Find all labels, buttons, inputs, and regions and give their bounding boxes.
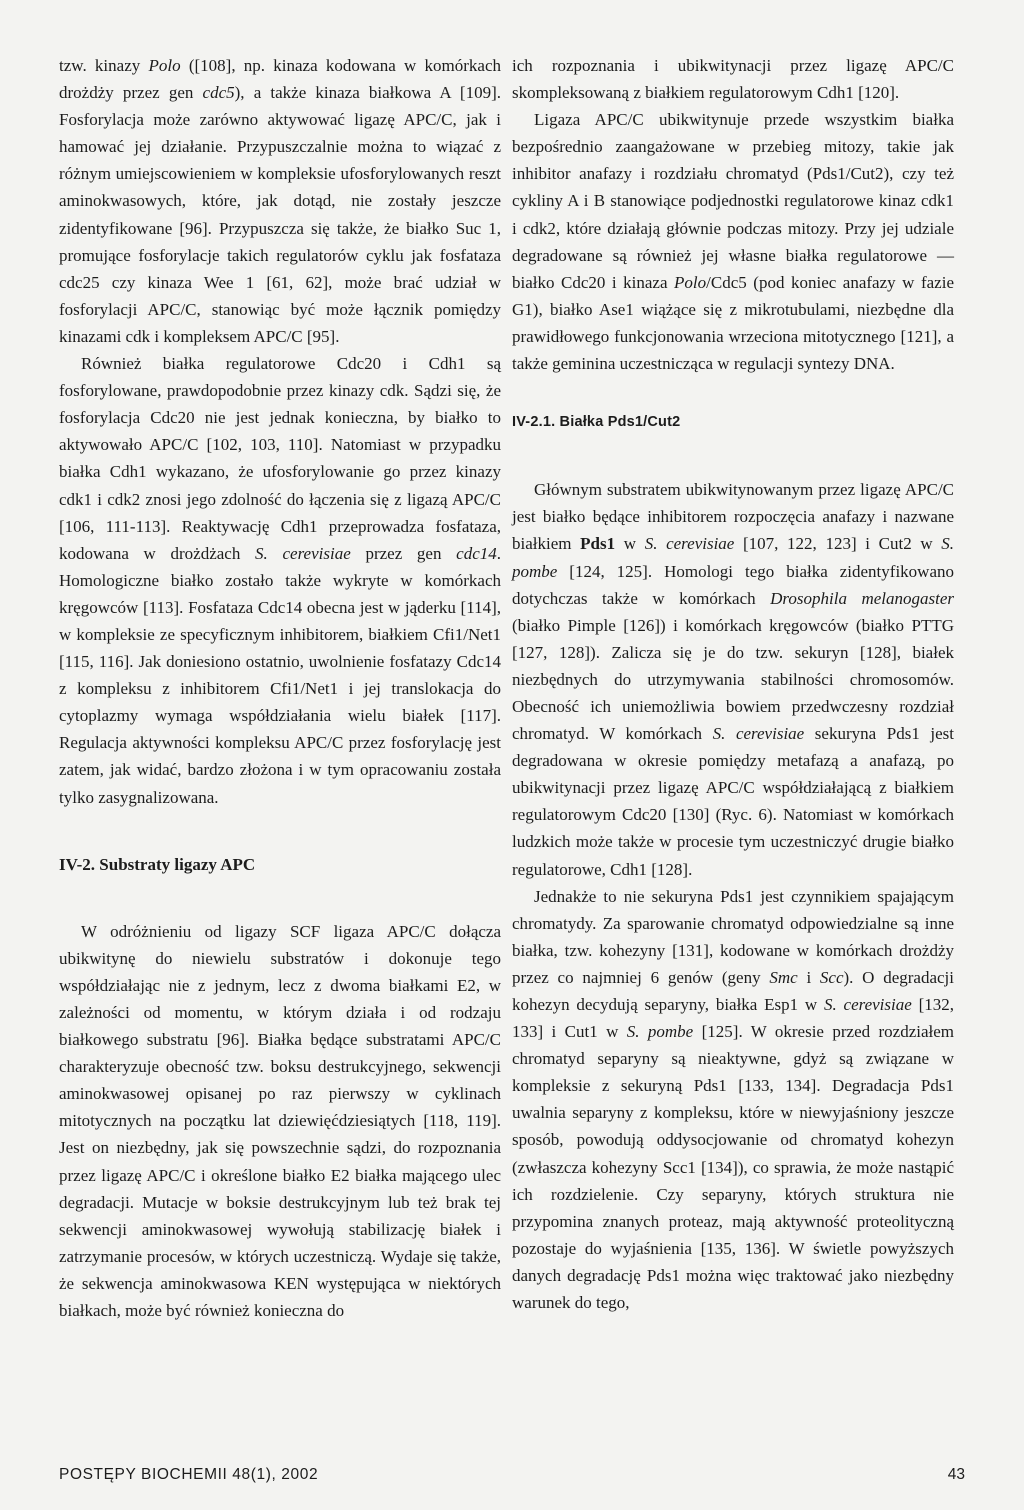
paragraph: Również białka regulatorowe Cdc20 i Cdh1 są fosforylowane, prawdopodobnie przez kinazy cdk. Sądzi się, że fosforylacja Cdc20 nie jest jednak konieczna, by białko to aktywowało APC/C [102, 103, 110]. Natomiast w przypadku białka Cdh1 wykazano, że ufosforylowanie go przez kinazy cdk1 i cdk2 znosi jego zdolność do łączenia się z ligazą APC/C [106, 111-113]. Reaktywację Cdh1 przeprowadza fosfataza, kodowana w drożdżach S. cerevisiae przez gen cdc14. Homologiczne białko zostało także wykryte w komórkach kręgowców [113]. Fosfataza Cdc14 obecna jest w jąderku [114], w kompleksie ze specyficznym inhibitorem, białkiem Cfi1/Net1 [115, 116]. Jak doniesiono ostatnio, uwolnienie fosfatazy Cdc14 z kompleksu z inhibitorem Cfi1/Net1 i jej translokacja do cytoplazmy wymaga współdziałania wielu białek [117]. Regulacja aktywności kompleksu APC/C przez fosforylację jest zatem, jak widać, bardzo złożona i w tym opracowaniu została tylko zasygnalizowana. [59, 354, 502, 807]
paragraph: Głównym substratem ubikwitynowanym przez ligazę APC/C jest białko będące inhibitorem rozpoczęcia anafazy i nazwane białkiem Pds1 w S. cerevisiae [107, 122, 123] i Cut2 w S. pombe [124, 125]. Homologi tego białka zidentyfikowano dotychczas także w komórkach Drosophila melanogaster (białko Pimple [126]) i komórkach kręgowców (białko PTTG [127, 128]). Zalicza się je do tzw. sekuryn [128], białek niezbędnych do utrzymywania stabilności chromosomów. Obecność ich uniemożliwia bowiem przedwczesny rozdział chromatyd. W komórkach S. cerevisiae sekuryna Pds1 jest degradowana w okresie pomiędzy metafazą a anafazą, po ubikwitynacji przez ligazę APC/C współdziałającą z białkiem regulatorowym Cdc20 [130] (Ryc. 6). Natomiast w komórkach ludzkich może także w procesie tym uczestniczyć drugie białko regulatorowe, Cdh1 [128]. [512, 480, 955, 879]
paragraph: Jednakże to nie sekuryna Pds1 jest czynnikiem spajającym chromatydy. Za sparowanie chromatyd odpowiedzialne są inne białka, tzw. kohezyny [131], kodowane w komórkach drożdży przez co najmniej 6 genów (geny Smc i Scc). O degradacji kohezyn decydują separyny, białka Esp1 w S. cerevisiae [132, 133] i Cut1 w S. pombe [125]. W okresie przed rozdziałem chromatyd separyny są nieaktywne, gdyż są związane w kompleksie z sekuryną Pds1 [133, 134]. Degradacja Pds1 uwalnia separyny z kompleksu, które w niewyjaśniony jeszcze sposób, powodują oddysocjowanie od chromatyd kohezyn (zwłaszcza kohezyny Scc1 [134]), co sprawia, że może nastąpić ich rozdzielenie. Czy separyny, których struktura nie przypomina znanych proteaz, mają aktywność proteolityczną pozostaje do wyjaśnienia [135, 136]. W świetle powyższych danych degradację Pds1 można więc traktować jako niezbędny warunek do tego, [512, 886, 955, 1313]
page-number: 43 [947, 1466, 965, 1483]
right-column [512, 52, 954, 1316]
subsection-heading: IV-2.1. Białka Pds1/Cut2 [512, 414, 681, 431]
paragraph: tzw. kinazy Polo ([108], np. kinaza kodowana w komórkach drożdży przez gen cdc5), a także kinaza białkowa A [109]. Fosforylacja może zarówno aktywować ligazę APC/C, jak i hamować jej działanie. Przypuszczalnie można to wiązać z różnym umiejscowieniem w kompleksie ufosforylowanych reszt aminokwasowych, które, jak dotąd, nie zostały jeszcze zidentyfikowane [96]. Przypuszcza się także, że białko Suc 1, promujące fosforylacje takich regulatorów cyklu jak fosfataza cdc25 czy kinaza Wee 1 [61, 62], może brać udział w fosforylacji APC/C, stanowiąc być może łącznik pomiędzy kinazami cdk i kompleksem APC/C [95]. [59, 56, 501, 346]
paragraph: Ligaza APC/C ubikwitynuje przede wszystkim białka bezpośrednio zaangażowane w przebieg mitozy, takie jak inhibitor anafazy i rozdziału chromatyd (Pds1/Cut2), czy też cykliny A i B stanowiące podjednostki regulatorowe kinaz cdk1 i cdk2, które działają głównie podczas mitozy. Przy jej udziale degradowane są również jej własne białka regulatorowe — białko Cdc20 i kinaza Polo/Cdc5 (pod koniec anafazy w fazie G1), białko Ase1 wiążące się z mikrotubulami, niezbędne dla prawidłowego funkcjonowania wrzeciona mitotycznego [121], a także geminina uczestnicząca w regulacji syntezy DNA. [512, 110, 954, 374]
left-column [59, 52, 501, 1324]
paragraph: W odróżnieniu od ligazy SCF ligaza APC/C dołącza ubikwitynę do niewielu substratów i dokonuje tego współdziałając nie z jednym, lecz z dwoma białkami E2, w zależności od momentu, w którym działa i od rodzaju białkowego substratu [96]. Białka będące substratami APC/C charakteryzuje obecność tzw. boksu destrukcyjnego, sekwencji aminokwasowej opisanej po raz pierwszy w cyklinach mitotycznych na początku lat dziewięćdziesiątych [118, 119]. Jest on niezbędny, jak się powszechnie sądzi, do rozpoznania przez ligazę APC/C i określone białko E2 białka mającego ulec degradacji. Mutacje w boksie destrukcyjnym lub też brak tej sekwencji aminokwasowej wywołują stabilizację białek i zatrzymanie procesów, w których uczestniczą. Wydaje się także, że sekwencja aminokwasowa KEN występująca w niektórych białkach, może być również konieczna do [59, 921, 501, 1321]
paragraph: ich rozpoznania i ubikwitynacji przez ligazę APC/C skompleksowaną z białkiem regulatorowym Cdh1 [120]. [512, 56, 954, 103]
journal-footer: POSTĘPY BIOCHEMII 48(1), 2002 [59, 1466, 319, 1483]
section-heading: IV-2. Substraty ligazy APC [59, 854, 256, 874]
